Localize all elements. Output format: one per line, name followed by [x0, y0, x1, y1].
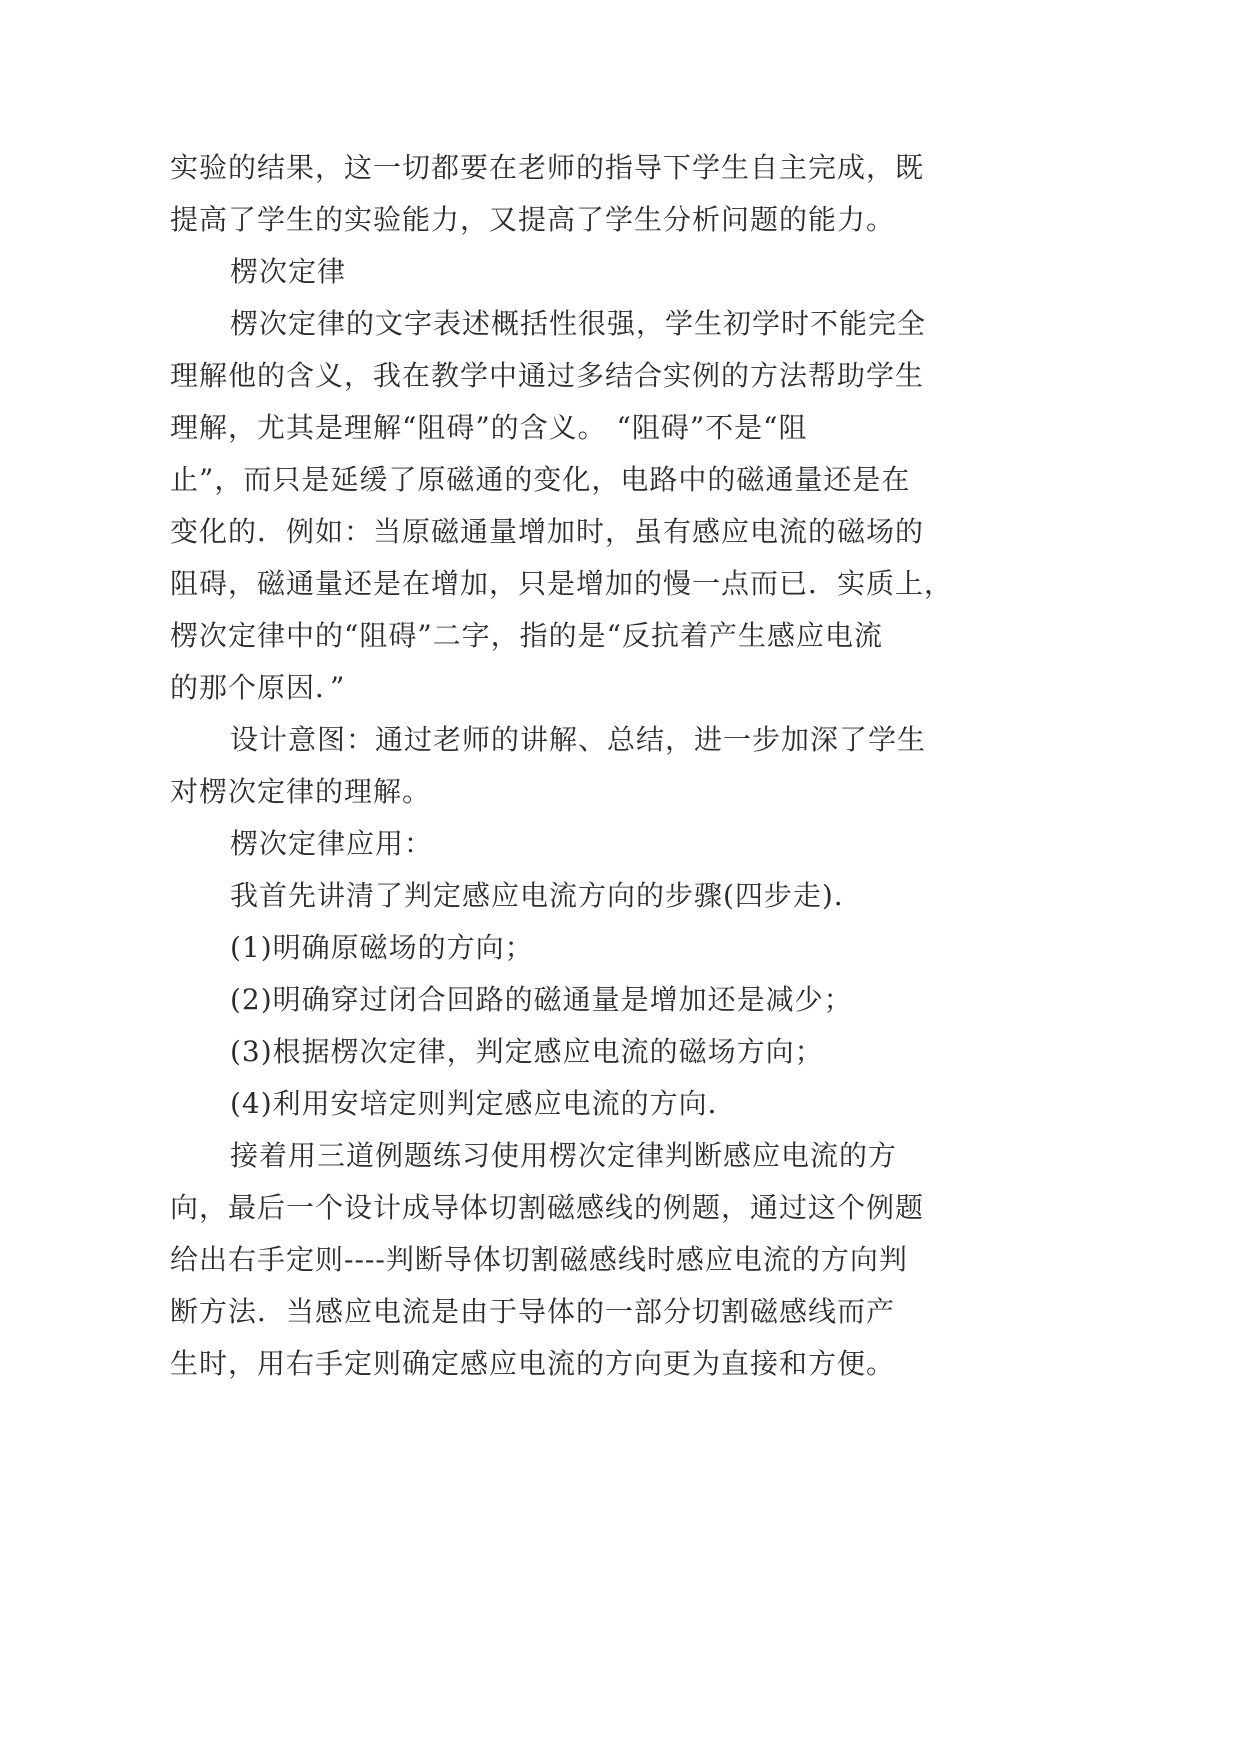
text-line: 断方法．当感应电流是由于导体的一部分切割磁感线而产: [170, 1295, 896, 1328]
text-line: 楞次定律的文字表述概括性很强，学生初学时不能完全: [230, 307, 927, 340]
text-line: 止”，而只是延缓了原磁通的变化，电路中的磁通量还是在: [170, 463, 911, 496]
list-item: (4)利用安培定则判定感应电流的方向．: [230, 1087, 737, 1120]
text-line: 理解，尤其是理解“阻碍”的含义。 “阻碍”不是“阻: [170, 411, 808, 444]
text-line: 生时，用右手定则确定感应电流的方向更为直接和方便。: [170, 1347, 896, 1380]
text-line: 阻碍，磁通量还是在增加，只是增加的慢一点而已．实质上，: [170, 567, 954, 600]
body-text: [170, 142, 954, 1390]
list-item: (1)明确原磁场的方向；: [230, 931, 534, 964]
list-item: (3)根据楞次定律，判定感应电流的磁场方向；: [230, 1035, 824, 1068]
text-line: 给出右手定则----判断导体切割磁感线时感应电流的方向判: [170, 1243, 908, 1276]
text-line: 楞次定律中的“阻碍”二字，指的是“反抗着产生感应电流: [170, 619, 883, 652]
text-line: 对楞次定律的理解。: [170, 775, 432, 808]
text-line: 接着用三道例题练习使用楞次定律判断感应电流的方: [230, 1139, 898, 1172]
text-line: 我首先讲清了判定感应电流方向的步骤(四步走)．: [230, 879, 863, 912]
section-heading: 楞次定律应用：: [230, 827, 434, 860]
text-line: 设计意图：通过老师的讲解、总结，进一步加深了学生: [230, 723, 927, 756]
text-line: 变化的．例如：当原磁通量增加时，虽有感应电流的磁场的: [170, 515, 925, 548]
list-item: (2)明确穿过闭合回路的磁通量是增加还是减少；: [230, 983, 853, 1016]
section-heading: 楞次定律: [230, 255, 347, 288]
text-line: 理解他的含义，我在教学中通过多结合实例的方法帮助学生: [170, 359, 925, 392]
text-line: 的那个原因．”: [170, 671, 346, 704]
text-line: 提高了学生的实验能力，又提高了学生分析问题的能力。: [170, 203, 896, 236]
text-line: 实验的结果，这一切都要在老师的指导下学生自主完成，既: [170, 151, 925, 184]
text-line: 向，最后一个设计成导体切割磁感线的例题，通过这个例题: [170, 1191, 925, 1224]
